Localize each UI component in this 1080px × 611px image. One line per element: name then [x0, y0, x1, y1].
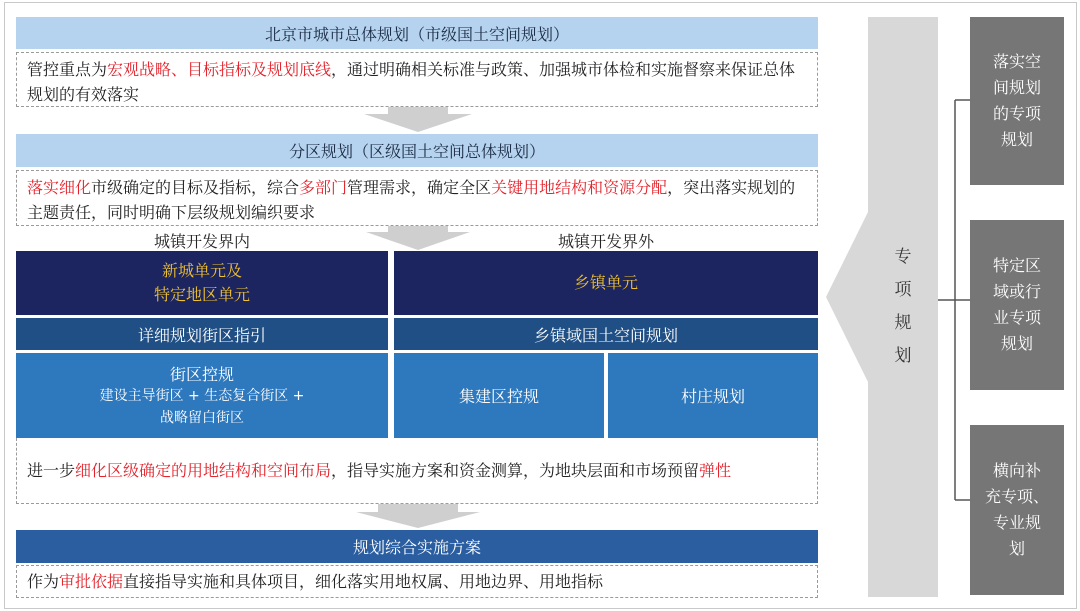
box-line: 间规划	[992, 78, 1041, 97]
desc-segment: 作为	[27, 572, 60, 591]
township-unit-label: 乡镇单元	[573, 273, 638, 292]
city-master-plan-desc	[16, 52, 818, 107]
desc-highlight: 关键用地结构和资源分配	[491, 178, 668, 197]
desc-highlight: 弹性	[699, 461, 732, 480]
box-line: 业专项	[992, 308, 1041, 327]
block-control-box	[16, 353, 388, 438]
desc-segment: 直接指导实施和具体项目，细化落实用地权属、用地边界、用地指标	[123, 572, 604, 591]
village-plan-box	[608, 353, 818, 438]
implement-spatial-special-plan-box	[970, 17, 1064, 185]
block-control-line2: 建设主导街区 + 生态复合街区 +	[99, 388, 305, 404]
outside-boundary-label: 城镇开发界外	[557, 231, 654, 251]
township-spatial-plan-label: 乡镇域国土空间规划	[533, 325, 678, 345]
special-planning-char: 专	[894, 247, 912, 267]
box-line: 横向补	[992, 461, 1041, 480]
box-line: 规划	[1000, 130, 1033, 149]
special-planning-label	[895, 241, 912, 373]
implementation-plan-title	[16, 530, 818, 563]
block-control-title: 街区控规	[169, 365, 234, 384]
desc-highlight: 审批依据	[59, 572, 124, 591]
township-unit-box	[394, 251, 818, 315]
specific-area-industry-plan-box	[970, 220, 1064, 390]
implementation-plan-desc	[16, 565, 818, 598]
inside-boundary-label: 城镇开发界内	[153, 231, 250, 251]
desc-highlight: 细化区级确定的用地结构和空间布局	[75, 461, 332, 480]
box-line: 域或行	[992, 282, 1041, 301]
horizontal-supplement-plan-box	[970, 425, 1064, 595]
city-master-plan-title-text: 北京市城市总体规划（市级国土空间规划）	[264, 24, 569, 44]
special-planning-column	[868, 17, 938, 597]
township-spatial-plan-box	[394, 318, 818, 350]
district-plan-desc	[16, 170, 818, 226]
desc-highlight: 多部门	[299, 178, 348, 197]
collective-control-box	[394, 353, 604, 438]
district-plan-title	[16, 134, 818, 167]
new-town-unit-line2: 特定地区单元	[153, 285, 250, 304]
box-line: 规划	[1000, 334, 1033, 353]
implementation-plan-title-text: 规划综合实施方案	[352, 538, 481, 557]
box-line: 划	[1008, 539, 1025, 558]
new-town-unit-line1: 新城单元及	[161, 261, 242, 280]
new-town-unit-box	[16, 251, 388, 315]
desc-segment: 管控重点为	[27, 60, 108, 79]
special-planning-char: 划	[894, 346, 912, 366]
block-guide-box	[16, 318, 388, 350]
desc-segment: ，通过明确相关标准与政策、加强城市体检和实施督察来保证总体规划的有效落实	[27, 60, 796, 104]
special-planning-char: 项	[894, 280, 912, 300]
box-line: 专业规	[992, 513, 1041, 532]
city-master-plan-title	[16, 17, 818, 49]
desc-segment: ，指导实施方案和资金测算，为地块层面和市场预留	[331, 461, 700, 480]
box-line: 落实空	[992, 52, 1041, 71]
block-guide-label: 详细规划街区指引	[137, 325, 266, 345]
box-line: 的专项	[992, 104, 1041, 123]
desc-segment: ，突出落实规划的主题责任，同时明确下层级规划编织要求	[27, 178, 796, 222]
special-planning-char: 规	[894, 313, 912, 333]
block-control-line3: 战略留白街区	[160, 410, 244, 426]
desc-segment: 市级确定的目标及指标，综合	[91, 178, 300, 197]
box-line: 特定区	[992, 256, 1041, 275]
desc-segment: 管理需求，确定全区	[347, 178, 492, 197]
detailed-plan-desc	[16, 438, 818, 504]
box-line: 充专项、	[984, 487, 1049, 506]
desc-segment: 进一步	[27, 461, 76, 480]
collective-control-label: 集建区控规	[458, 387, 539, 406]
district-plan-title-text: 分区规划（区级国土空间总体规划）	[288, 142, 545, 161]
desc-highlight: 宏观战略、目标指标及规划底线	[107, 60, 332, 79]
village-plan-label: 村庄规划	[680, 387, 745, 406]
desc-highlight: 落实细化	[27, 178, 92, 197]
